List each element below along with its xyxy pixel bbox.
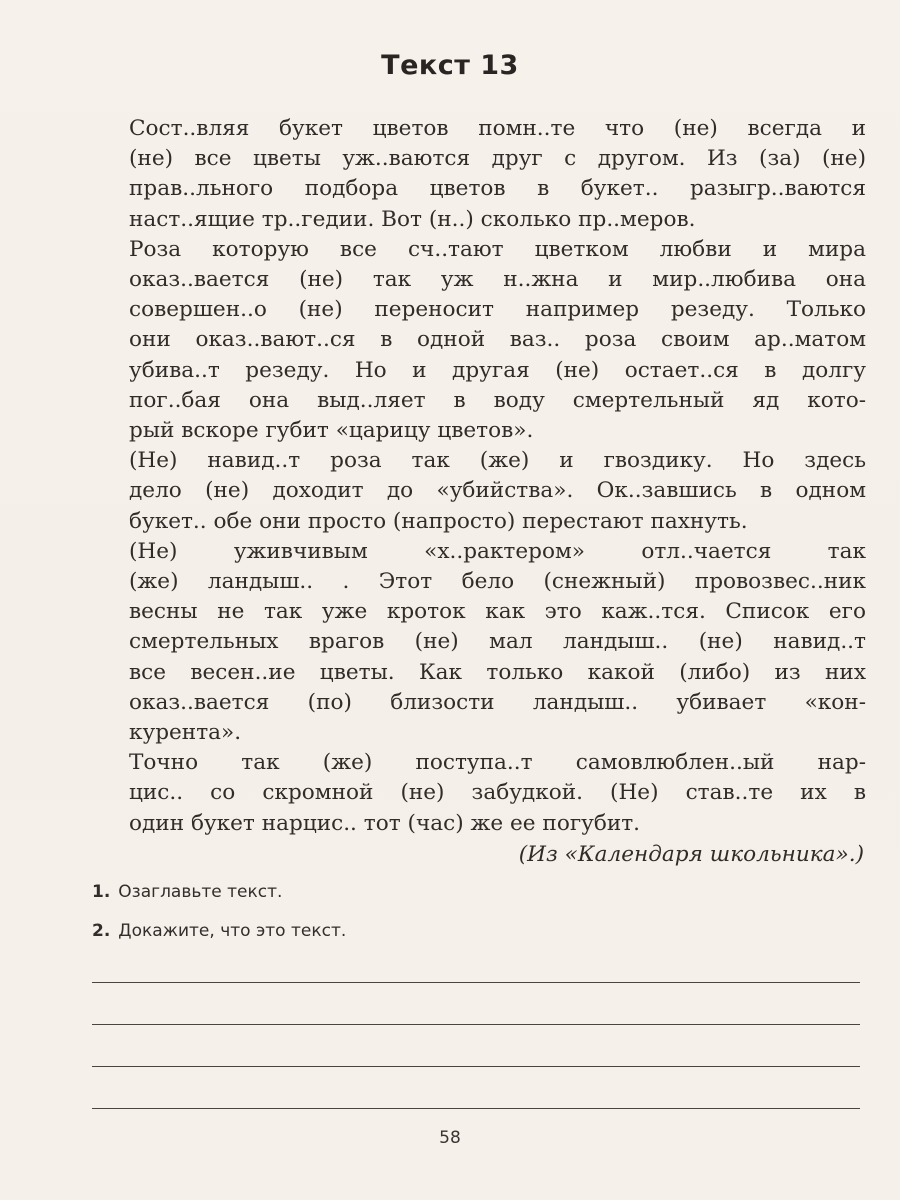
task-item (92, 919, 346, 958)
text-line: рый вскоре губит «царицу цветов». (129, 418, 534, 444)
paragraph-2 (92, 235, 866, 446)
text-line: прав..льного подбора цветов в букет.. разыгр..ваются (129, 176, 866, 202)
paragraph-4 (92, 537, 866, 748)
text-line: (же) ландыш.. . Этот бело (снежный) провозвес..ник (129, 569, 866, 595)
text-line: (Не) уживчивым «х..рактером» отл..чается так (129, 538, 866, 564)
text-line: цис.. со скромной (не) забудкой. (Не) став..те их в (129, 780, 866, 806)
text-line: Сост..вляя букет цветов помн..те что (не) всегда и (129, 116, 866, 141)
task-number: 1. (92, 882, 111, 902)
text-line: весны не так уже кроток как это каж..тся. Список его (129, 599, 866, 625)
text-line: Роза которую все сч..тают цветком любви и мира (129, 236, 866, 262)
text-line: оказ..вается (по) близости ландыш.. убивает «кон- (129, 689, 866, 715)
paragraph-1 (92, 114, 866, 235)
task-text: Озаглавьте текст. (118, 882, 283, 902)
text-title: Текст 13 (381, 50, 519, 81)
text-line: убива..т резеду. Но и другая (не) остает..ся в долгу (129, 357, 866, 383)
text-line: они оказ..вают..ся в одной ваз.. роза своим ар..матом (129, 327, 866, 353)
answer-line[interactable] (92, 1024, 860, 1025)
text-line: курента». (129, 720, 242, 746)
text-line: один букет нарцис.. тот (час) же ее погубит. (129, 810, 641, 836)
text-line: все весен..ие цветы. Как только какой (либо) из них (129, 659, 866, 685)
task-item (92, 880, 346, 919)
text-line: совершен..о (не) переносит например резеду. Только (129, 297, 866, 323)
text-line: наст..ящие тр..гедии. Вот (н..) сколько пр..меров. (129, 206, 696, 232)
text-line: оказ..вается (не) так уж н..жна и мир..любива она (129, 267, 866, 293)
text-line: дело (не) доходит до «убийства». Ок..завшись в одном (129, 478, 866, 504)
paragraph-3 (92, 446, 866, 537)
text-line: смертельных врагов (не) мал ландыш.. (не) навид..т (129, 629, 866, 655)
task-text: Докажите, что это текст. (118, 921, 347, 941)
text-line: (Не) навид..т роза так (же) и гвоздику. Но здесь (129, 448, 866, 474)
text-line: Точно так (же) поступа..т самовлюблен..ый нар- (129, 750, 866, 776)
exercise-text (92, 114, 866, 839)
answer-line[interactable] (92, 1108, 860, 1109)
task-list (92, 880, 346, 958)
page-number: 58 (439, 1128, 461, 1148)
answer-line[interactable] (92, 1066, 860, 1067)
text-line: (не) все цветы уж..ваются друг с другом. Из (за) (не) (129, 146, 866, 172)
text-line: букет.. обе они просто (напросто) перестают пахнуть. (129, 508, 748, 534)
paragraph-5 (92, 748, 866, 839)
task-number: 2. (92, 921, 111, 941)
answer-line[interactable] (92, 982, 860, 983)
source-attribution: (Из «Календаря школьника».) (518, 842, 864, 867)
text-line: пог..бая она выд..ляет в воду смертельный яд кото- (129, 387, 866, 413)
